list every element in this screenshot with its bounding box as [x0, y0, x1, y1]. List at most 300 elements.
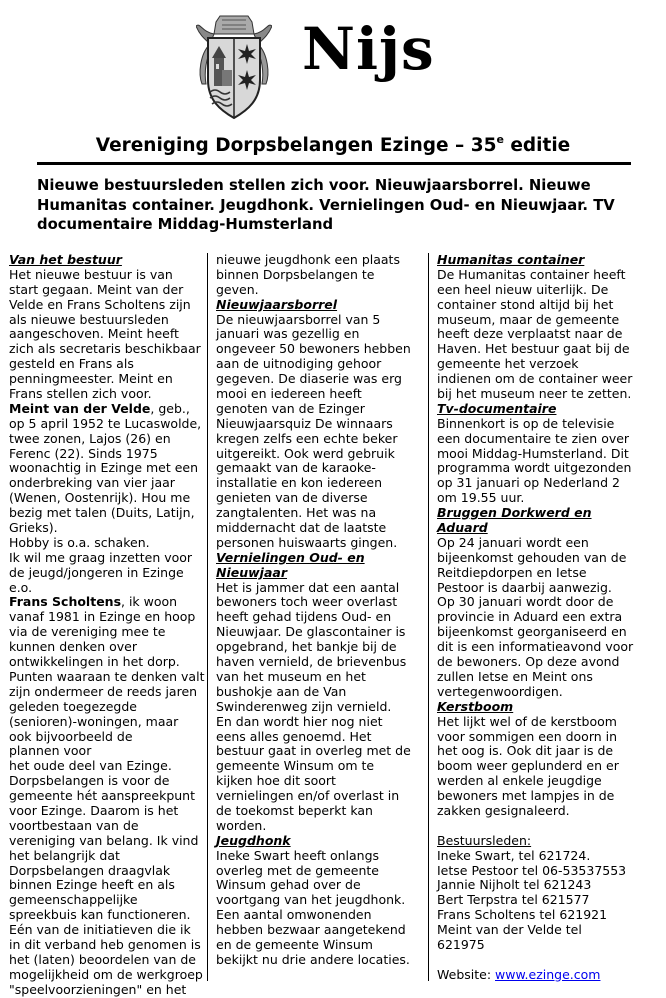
- text-span: woonachtig in Ezinge met een: [9, 460, 199, 476]
- text-span: een heel nieuw uiterlijk. De: [437, 281, 609, 297]
- text-line: [9, 759, 202, 774]
- text-line: [216, 655, 416, 670]
- text-line: [9, 283, 202, 298]
- text-line: [9, 387, 202, 402]
- text-line: [216, 536, 416, 551]
- text-span: Eén van de initiatieven die ik: [9, 922, 191, 938]
- text-span: Pestoor is daarbij aanwezig.: [437, 579, 612, 595]
- text-span: binnen Dorpsbelangen te: [216, 266, 375, 282]
- text-line: [437, 639, 634, 655]
- section-heading: [437, 506, 629, 521]
- text-line: [437, 893, 629, 908]
- text-span: De Humanitas container heeft: [437, 266, 626, 282]
- text-span: (Wenen, Oostenrijk). Hou me: [9, 490, 191, 506]
- text-span: vereniging van belang. Ik vind: [9, 832, 199, 848]
- text-span: aan de uitnodiging gehoor: [216, 356, 382, 372]
- text-line: [216, 789, 416, 804]
- text-span: "speelvoorzieningen" en het: [9, 981, 187, 997]
- text-line: [437, 864, 629, 879]
- section-heading-text: Humanitas container: [437, 252, 585, 267]
- section-heading-text: Vernielingen Oud- en: [216, 549, 365, 565]
- text-span: penningmeester. Meint en: [9, 371, 173, 387]
- text-line: [437, 551, 629, 566]
- text-span: Haven. Het bestuur gaat bij de: [437, 341, 630, 357]
- text-span: indienen om de container weer: [437, 371, 633, 387]
- text-span: Website:: [437, 966, 496, 982]
- text-line: [9, 834, 202, 849]
- text-span: bekijkt nu drie andere locaties.: [216, 951, 410, 967]
- text-line: [216, 700, 416, 715]
- text-span: ook bijvoorbeeld de: [9, 728, 133, 744]
- text-line: [216, 357, 416, 372]
- text-span: provincie in Aduard een extra: [437, 609, 623, 625]
- text-line: [9, 342, 202, 357]
- text-span: bijeenkomst georganiseerd en: [437, 624, 627, 640]
- text-span: bewoners met lampjes in de: [437, 788, 615, 804]
- text-span: gegeven. De diaserie was erg: [216, 371, 402, 387]
- text-line: [437, 536, 629, 551]
- text-line: [9, 551, 202, 566]
- text-span: hebben bezwaar aangetekend: [216, 922, 406, 938]
- text-line: [9, 491, 202, 506]
- section-heading: [437, 402, 629, 417]
- text-span: zullen Ietse en Meint ons: [437, 668, 593, 684]
- text-line: [437, 595, 629, 610]
- text-span: installatie en kon iedereen: [216, 475, 382, 491]
- text-span: , geb.,: [150, 400, 190, 416]
- text-line: [437, 610, 629, 625]
- text-line: [437, 819, 629, 834]
- text-line: [9, 774, 202, 789]
- text-span: Nieuwjaarsquiz De winnaars: [216, 415, 393, 431]
- text-line: [437, 804, 629, 819]
- text-line: [9, 730, 202, 745]
- text-span: twee zonen, Lajos (26) en: [9, 430, 171, 446]
- text-span: zangtalenten. Het was na: [216, 505, 377, 521]
- text-span: opgebrand, het bankje bij de: [216, 639, 397, 655]
- text-line: [437, 774, 629, 789]
- text-line: [437, 386, 632, 402]
- text-span: Velde en Frans Scholtens zijn: [9, 296, 191, 312]
- text-line: [437, 849, 629, 864]
- headline-line: documentaire Middag-Humsterland: [37, 216, 334, 233]
- edition-title-suffix: editie: [503, 135, 571, 156]
- text-line: [216, 491, 416, 506]
- text-line: [437, 476, 629, 491]
- person-name: Meint van der Velde: [9, 400, 151, 416]
- text-span: gemeente het verzoek: [437, 356, 579, 372]
- section-heading: [216, 834, 416, 849]
- text-line: [437, 268, 629, 283]
- text-span: gemeente Winsum om te: [216, 758, 375, 774]
- text-span: haven vernield, de brievenbus: [216, 654, 407, 670]
- text-span: mooi Middag-Humsterland. Dit: [437, 445, 629, 461]
- text-line: [9, 938, 202, 953]
- text-line: [9, 849, 202, 864]
- text-line: [216, 595, 416, 610]
- text-span: in dit verband heb genomen is: [9, 936, 201, 952]
- text-span: Ferenc (22). Sinds 1975: [9, 445, 158, 461]
- text-line: [437, 938, 629, 953]
- text-span: Meint van der Velde tel: [437, 922, 582, 938]
- text-line: [216, 610, 416, 625]
- text-span: via de vereniging mee te: [9, 624, 166, 640]
- text-line: [437, 327, 629, 342]
- text-span: nieuwe jeugdhonk een plaats: [216, 252, 400, 267]
- text-span: Op 30 januari wordt door de: [437, 594, 614, 610]
- text-span: het oog is. Ook dit jaar is de: [437, 743, 614, 759]
- text-line: [9, 668, 205, 685]
- text-span: de toekomst beperkt kan: [216, 802, 373, 818]
- text-span: personen huiswaarts gingen.: [216, 534, 398, 550]
- text-line: [216, 759, 416, 774]
- text-line: [216, 923, 416, 938]
- text-line: [216, 730, 416, 745]
- section-heading: [437, 700, 629, 715]
- text-line: [437, 923, 629, 938]
- section-heading: [216, 298, 416, 313]
- text-line: [9, 819, 202, 834]
- text-line: [216, 774, 416, 789]
- text-line: [437, 357, 629, 372]
- text-line: [437, 878, 629, 893]
- text-line: [437, 834, 629, 849]
- column-1: [9, 252, 205, 998]
- text-span: museum, maar de gemeente: [437, 311, 620, 327]
- text-line: [9, 804, 202, 819]
- text-line: [437, 491, 629, 506]
- text-line: [9, 506, 202, 521]
- text-line: [437, 371, 633, 387]
- text-line: [216, 417, 416, 432]
- text-span: op 5 april 1952 te Lucaswolde,: [9, 415, 202, 431]
- text-span: aangeschoven. Meint heeft: [9, 326, 179, 342]
- text-span: worden.: [216, 817, 267, 833]
- text-line: [216, 640, 416, 655]
- text-span: Op 24 januari wordt een: [437, 534, 589, 550]
- text-span: zakken gesignaleerd.: [437, 802, 570, 818]
- column-2: [216, 253, 416, 968]
- text-span: dit is een informatieavond voor: [437, 639, 634, 655]
- text-line: [9, 968, 202, 983]
- text-line: [437, 460, 632, 476]
- text-line: [216, 476, 416, 491]
- text-span: bijeenkomst gehouden van de: [437, 549, 627, 565]
- text-span: vernielingen en/of overlast in: [216, 788, 400, 804]
- text-span: Reitdiepdorpen en Ietse: [437, 564, 587, 580]
- text-span: het oude deel van Ezinge.: [9, 758, 172, 774]
- text-span: Winsum gehad over de: [216, 877, 361, 893]
- text-line: [437, 968, 629, 983]
- text-line: [437, 744, 629, 759]
- text-line: [216, 447, 416, 462]
- text-span: Hobby is o.a. schaken.: [9, 534, 150, 550]
- text-line: [216, 953, 416, 968]
- text-line: [216, 253, 416, 268]
- text-line: [216, 506, 416, 521]
- text-line: [437, 432, 629, 447]
- text-span: ontwikkelingen in het dorp.: [9, 654, 180, 670]
- text-line: [216, 461, 416, 476]
- masthead: [0, 0, 666, 120]
- text-span: bushokje aan de Van: [216, 683, 347, 699]
- text-span: gemeente hét aanspreekpunt: [9, 788, 196, 804]
- text-line: [9, 715, 202, 730]
- text-line: [216, 670, 416, 685]
- text-span: Jannie Nijholt tel 621243: [437, 877, 592, 893]
- edition-title: [0, 127, 666, 159]
- newsletter-brand: Nijs: [302, 15, 435, 83]
- text-span: Punten waaraan te denken valt: [9, 668, 205, 684]
- section-heading-text: Kerstboom: [437, 698, 514, 714]
- text-line: [437, 715, 629, 730]
- text-span: vanaf 1981 in Ezinge en hoop: [9, 609, 196, 625]
- text-span: De nieuwjaarsborrel van 5: [216, 311, 381, 327]
- section-heading: [9, 253, 202, 268]
- text-span: op 31 januari op Nederland 2: [437, 475, 620, 491]
- section-heading: [437, 521, 629, 536]
- section-heading: [216, 566, 416, 581]
- text-line: [216, 685, 416, 700]
- text-span: Het nieuwe bestuur is van: [9, 266, 173, 282]
- text-line: [216, 432, 416, 447]
- text-line: [9, 878, 202, 893]
- text-line: [216, 893, 416, 908]
- text-line: [216, 372, 416, 387]
- text-line: [9, 521, 202, 536]
- text-span: van het museum en het: [216, 668, 366, 684]
- text-span: voor Ezinge. Daarom is het: [9, 802, 179, 818]
- text-span: e.o.: [9, 579, 33, 595]
- text-line: [9, 893, 202, 908]
- text-span: Ineke Swart heeft onlangs: [216, 847, 380, 863]
- village-crest-icon: [196, 14, 272, 120]
- text-span: Nieuwjaar. De glascontainer is: [216, 624, 406, 640]
- text-span: Grieks).: [9, 520, 58, 536]
- text-span: bewoners toch weer overlast: [216, 594, 398, 610]
- text-line: [216, 521, 416, 536]
- text-line: [437, 447, 629, 462]
- text-span: Swinderenweg zijn vernield.: [216, 698, 392, 714]
- text-span: de bewoners. Op deze avond: [437, 654, 620, 670]
- text-span: container stond altijd bij het: [437, 296, 614, 312]
- text-line: [9, 625, 202, 640]
- text-line: [9, 655, 202, 670]
- text-line: [9, 685, 202, 700]
- text-span: werden al enkele jeugdige: [437, 773, 602, 789]
- text-line: [9, 864, 202, 879]
- text-span: Ik wil me graag inzetten voor: [9, 549, 193, 565]
- section-heading-text: Jeugdhonk: [216, 832, 291, 848]
- text-span: kunnen denken over: [9, 639, 138, 655]
- text-span: middernacht dat de laatste: [216, 520, 387, 536]
- text-line: [9, 744, 202, 759]
- text-line: [216, 849, 416, 864]
- text-line: [9, 298, 202, 313]
- text-span: Bestuursleden:: [437, 832, 532, 848]
- text-line: [9, 372, 202, 387]
- text-line: [9, 536, 202, 551]
- headline: [37, 176, 637, 235]
- text-span: Ietse Pestoor tel 06-53537553: [437, 862, 627, 878]
- text-line: [9, 610, 202, 625]
- section-heading-text: Bruggen Dorkwerd en: [437, 505, 592, 521]
- text-line: [437, 759, 629, 774]
- text-span: uitgereikt. Ook werd gebruik: [216, 445, 395, 461]
- section-heading: [216, 551, 416, 566]
- text-line: [216, 715, 416, 730]
- headline-line: Humanitas container. Jeugdhonk. Vernielingen Oud- en Nieuwjaar. TV: [37, 196, 615, 214]
- text-line: [216, 283, 416, 298]
- text-span: mooi en iedereen heeft: [216, 386, 362, 402]
- text-span: plannen voor: [9, 743, 92, 759]
- text-line: [216, 819, 416, 834]
- section-heading-text: Tv-documentaire: [437, 400, 557, 416]
- person-name: Frans Scholtens: [9, 594, 122, 610]
- text-span: mogelijkheid om de werkgroep: [9, 966, 203, 982]
- text-span: als nieuwe bestuursleden: [9, 311, 169, 327]
- text-line: [437, 670, 629, 685]
- text-span: (senioren)-woningen, maar: [9, 713, 179, 729]
- title-rule: [37, 162, 631, 165]
- text-span: , ik woon: [121, 594, 178, 610]
- text-span: bestuur gaat in overleg met de: [216, 743, 411, 759]
- text-line: [9, 983, 202, 998]
- column-divider: [207, 253, 208, 981]
- text-span: programma wordt uitgezonden: [437, 460, 632, 476]
- text-span: gemaakt van de karaoke-: [216, 460, 376, 476]
- text-line: [216, 938, 416, 953]
- text-span: bezig met talen (Duits, Latijn,: [9, 505, 195, 521]
- text-span: boom weer geplunderd en er: [437, 758, 619, 774]
- section-heading-text: Nieuwjaarsborrel: [216, 296, 338, 312]
- text-line: [216, 342, 416, 357]
- headline-line: Nieuwe bestuursleden stellen zich voor. Nieuwjaarsborrel. Nieuwe: [37, 177, 591, 194]
- text-line: [216, 804, 416, 819]
- text-line: [9, 268, 202, 283]
- text-line: [216, 625, 416, 640]
- section-heading-text: Aduard: [437, 520, 488, 536]
- text-span: heeft deze verplaatst naar de: [437, 326, 623, 342]
- text-span: zijn ondermeer de reeds jaren: [9, 683, 198, 699]
- column-divider: [428, 253, 429, 981]
- text-span: geleden toegezegde: [9, 698, 137, 714]
- text-span: zich als secretaris beschikbaar: [9, 341, 201, 357]
- text-line: [9, 447, 202, 462]
- text-line: [9, 476, 202, 491]
- text-line: [9, 566, 202, 581]
- text-span: het (laten) beoordelen van de: [9, 951, 196, 967]
- text-line: [437, 953, 629, 968]
- text-line: [216, 313, 416, 328]
- text-line: [216, 268, 416, 283]
- text-line: [437, 685, 629, 700]
- text-line: [9, 789, 202, 804]
- text-line: [216, 402, 416, 417]
- text-span: Binnenkort is op de televisie: [437, 415, 615, 431]
- text-span: en de gemeente Winsum: [216, 936, 373, 952]
- text-line: [9, 402, 202, 417]
- text-line: [216, 581, 416, 596]
- text-line: [9, 581, 202, 596]
- text-span: Het is jammer dat een aantal: [216, 579, 400, 595]
- text-line: [216, 387, 416, 402]
- section-heading: [437, 253, 629, 268]
- text-span: Frans Scholtens tel 621921: [437, 907, 608, 923]
- column-3: [437, 252, 634, 983]
- text-line: [437, 417, 629, 432]
- text-span: om 19.55 uur.: [437, 490, 525, 506]
- text-span: Een aantal omwonenden: [216, 907, 372, 923]
- text-line: [216, 327, 416, 342]
- text-line: [9, 357, 202, 372]
- text-span: spreekbuis kan functioneren.: [9, 907, 191, 923]
- text-line: [437, 581, 629, 596]
- text-line: [9, 640, 202, 655]
- text-span: Bert Terpstra tel 621577: [437, 892, 590, 908]
- website-link[interactable]: www.ezinge.com: [495, 966, 601, 982]
- text-line: [9, 595, 202, 610]
- text-span: geven.: [216, 281, 259, 297]
- text-span: heeft gehad tijdens Oud- en: [216, 609, 392, 625]
- text-span: kregen zelfs een echte beker: [216, 430, 398, 446]
- text-line: [9, 953, 202, 968]
- text-line: [437, 730, 629, 745]
- section-heading-text: Van het bestuur: [9, 252, 122, 267]
- text-line: [9, 313, 202, 328]
- text-line: [437, 298, 629, 313]
- text-span: de jeugd/jongeren in Ezinge: [9, 564, 184, 580]
- text-span: voortgang van het jeugdhonk.: [216, 892, 406, 908]
- text-span: Dorpsbelangen draagvlak: [9, 862, 171, 878]
- text-line: [216, 744, 416, 759]
- text-line: [437, 908, 629, 923]
- text-span: onderbreking van vier jaar: [9, 475, 175, 491]
- text-line: [9, 923, 202, 938]
- text-span: overleg met de gemeente: [216, 862, 379, 878]
- text-span: binnen Ezinge heeft en als: [9, 877, 175, 893]
- text-span: Ineke Swart, tel 621724.: [437, 847, 591, 863]
- edition-title-superscript: e: [496, 133, 504, 146]
- text-span: het belangrijk dat: [9, 847, 120, 863]
- text-span: start gegaan. Meint van der: [9, 281, 184, 297]
- text-span: voor sommigen een doorn in: [437, 728, 618, 744]
- text-line: [9, 461, 202, 476]
- text-line: [437, 655, 629, 670]
- text-span: 621975: [437, 936, 485, 952]
- text-line: [9, 327, 202, 342]
- text-span: eens alles genoemd. Het: [216, 728, 372, 744]
- text-line: [437, 283, 629, 298]
- text-line: [437, 566, 629, 581]
- text-line: [9, 908, 202, 923]
- text-span: Het lijkt wel of de kerstboom: [437, 713, 617, 729]
- text-span: En dan wordt hier nog niet: [216, 713, 383, 729]
- text-line: [9, 417, 202, 432]
- text-span: bij het museum neer te zetten.: [437, 386, 632, 402]
- text-line: [216, 908, 416, 923]
- text-line: [437, 625, 629, 640]
- text-span: voortbestaan van de: [9, 817, 139, 833]
- text-line: [437, 789, 629, 804]
- text-span: ongeveer 50 bewoners hebben: [216, 341, 411, 357]
- text-line: [437, 313, 629, 328]
- text-span: een documentaire te zien over: [437, 430, 630, 446]
- text-span: gesteld en Frans als: [9, 356, 134, 372]
- text-span: genieten van de diverse: [216, 490, 368, 506]
- text-span: vertegenwoordigen.: [437, 683, 563, 699]
- text-line: [216, 864, 416, 879]
